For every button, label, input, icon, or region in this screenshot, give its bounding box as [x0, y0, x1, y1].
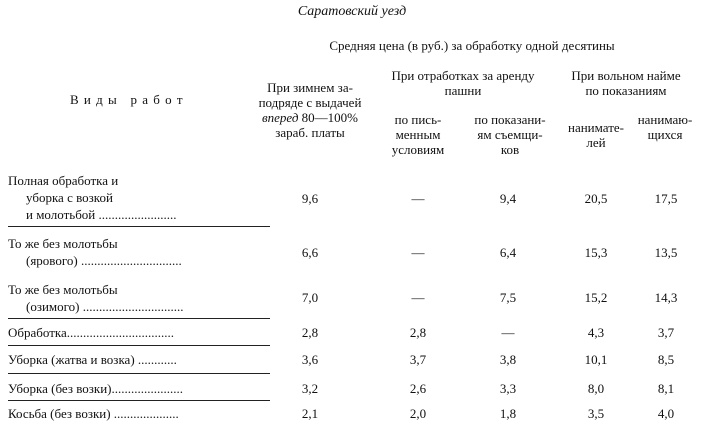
cell: 10,1	[584, 352, 608, 367]
header-free-employers: нанимате- лей	[568, 120, 624, 150]
cell: 3,7	[657, 325, 675, 340]
cell: 20,5	[584, 191, 608, 206]
cell: 4,3	[587, 325, 605, 340]
cell: 3,3	[499, 381, 517, 396]
header-rent-testimony: по показани- ям съемщи- ков	[474, 112, 546, 157]
row-label: То же без молотьбы (ярового) ...............................	[8, 236, 182, 268]
cell: 9,6	[301, 191, 319, 206]
cell: —	[501, 325, 515, 340]
cell: 9,4	[499, 191, 517, 206]
row-divider	[8, 373, 270, 374]
cell: 2,8	[301, 325, 319, 340]
row-label: Полная обработка и уборка с возкой и молотьбой ........................	[8, 173, 177, 222]
cell: 6,6	[301, 245, 319, 260]
cell: 17,5	[654, 191, 678, 206]
cell: 3,5	[587, 406, 605, 421]
cell: 8,1	[657, 381, 675, 396]
cell: 7,0	[301, 290, 319, 305]
page-title: Саратовский уезд	[297, 4, 407, 19]
row-label: Уборка (жатва и возка) ............	[8, 352, 177, 367]
cell: 15,2	[584, 290, 608, 305]
cell: 6,4	[499, 245, 517, 260]
cell: 3,8	[499, 352, 517, 367]
cell: —	[411, 245, 425, 260]
row-divider	[8, 226, 270, 227]
cell: 3,6	[301, 352, 319, 367]
header-winter: При зимнем за- подряде с выдачей вперед 80—100% зараб. платы	[258, 80, 362, 140]
header-main: Средняя цена (в руб.) за обработку одной десятины	[329, 38, 615, 53]
header-free-group: При вольном найме по показаниям	[571, 68, 681, 98]
cell: 2,8	[409, 325, 427, 340]
cell: 2,6	[409, 381, 427, 396]
cell: 2,1	[301, 406, 319, 421]
header-rent-written: по пись- менным условиям	[391, 112, 445, 157]
cell: 3,7	[409, 352, 427, 367]
header-column-label: В и д ы р а б о т	[70, 92, 184, 107]
cell: —	[411, 290, 425, 305]
row-divider	[8, 318, 270, 319]
row-label: Уборка (без возки)......................	[8, 381, 184, 396]
header-rent-group: При отработках за аренду пашни	[391, 68, 535, 98]
cell: 4,0	[657, 406, 675, 421]
row-divider	[8, 400, 270, 401]
cell: 8,5	[657, 352, 675, 367]
cell: 13,5	[654, 245, 678, 260]
cell: 7,5	[499, 290, 517, 305]
row-label: То же без молотьбы (озимого) ...............................	[8, 282, 184, 314]
row-label: Косьба (без возки) ....................	[8, 406, 179, 421]
header-free-employed: нанимаю- щихся	[637, 112, 693, 142]
cell: 3,2	[301, 381, 319, 396]
row-divider	[8, 345, 270, 346]
row-label: Обработка.................................	[8, 325, 175, 340]
cell: 2,0	[409, 406, 427, 421]
cell: 1,8	[499, 406, 517, 421]
cell: —	[411, 191, 425, 206]
cell: 14,3	[654, 290, 678, 305]
cell: 8,0	[587, 381, 605, 396]
cell: 15,3	[584, 245, 608, 260]
